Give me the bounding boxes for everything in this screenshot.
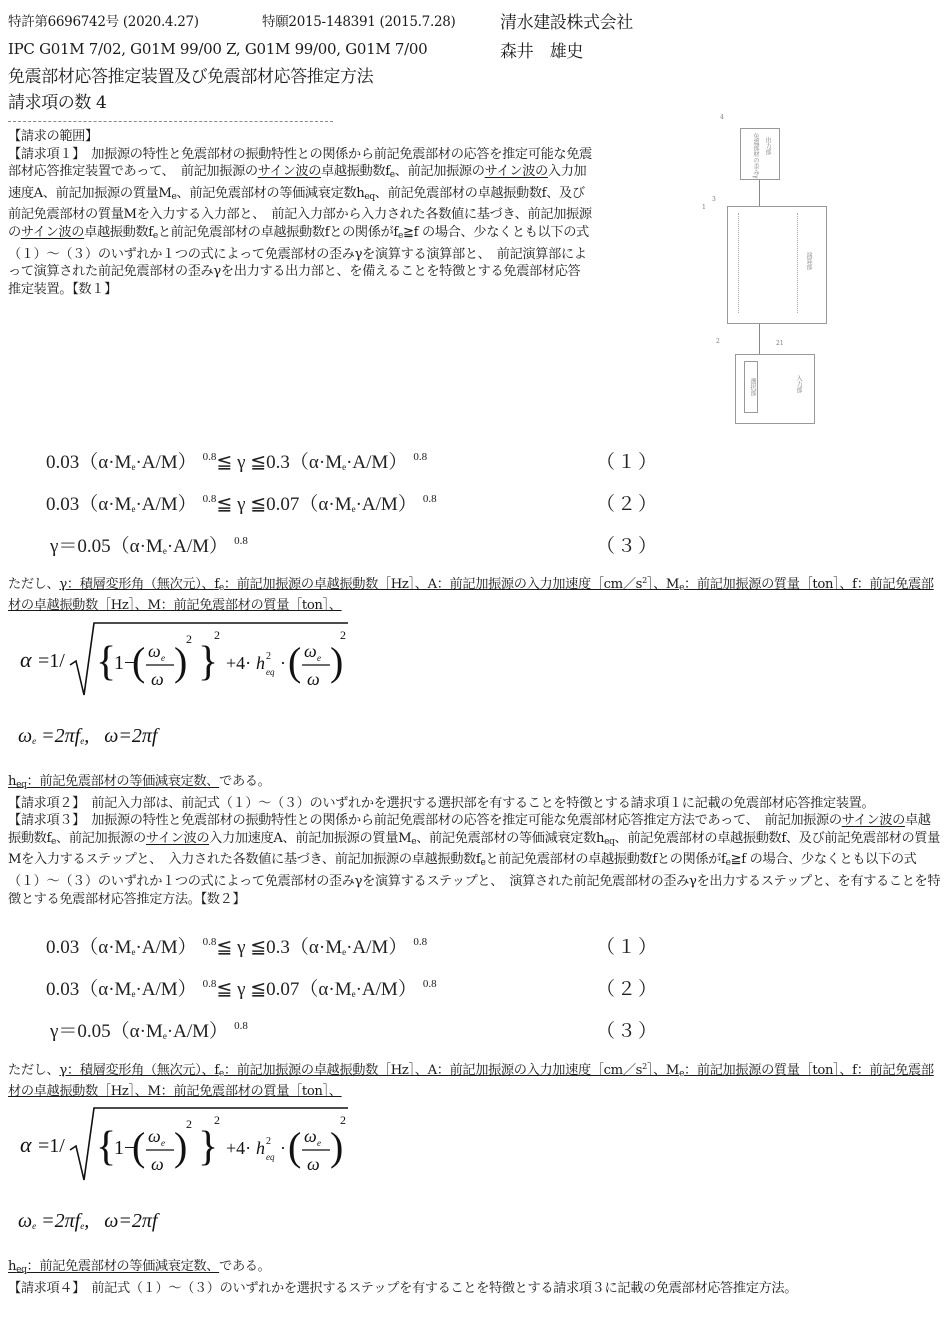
svg-text:=1/: =1/	[38, 1135, 65, 1157]
svg-text:2: 2	[214, 628, 220, 642]
svg-text:e: e	[161, 653, 165, 663]
svg-text:(: (	[288, 639, 302, 684]
svg-text:·: ·	[280, 653, 286, 673]
svg-text:1−: 1−	[114, 652, 136, 674]
svg-text:): )	[330, 1124, 344, 1169]
svg-text:+4·: +4·	[226, 653, 252, 673]
variable-definitions-1: ただし、γ：積層変形角（無次元）、$f_e$：前記加振源の卓越振動数［Hz］、A：前記加振源の入力加速度$[cm/s^2]$、$M_e$：前記加振源の質量［ton］、f：前記免震部材の卓越振動数［Hz］、M：前記免震部材の質量［ton］、	[8, 576, 934, 613]
svg-text:ω: ω	[151, 669, 164, 689]
svg-text:α: α	[20, 1132, 32, 1157]
input-unit-box: 入力部 選択部	[735, 354, 815, 424]
svg-text:ω: ω	[151, 1154, 164, 1174]
svg-text:(: (	[132, 639, 146, 684]
omega-formula-2: $\omega_e =2\pi f_e$, ω=2πf	[18, 1210, 158, 1232]
svg-text:h: h	[256, 653, 265, 673]
equation-3-repeat-number: （３）	[596, 1021, 660, 1042]
equation-2-repeat: $0.03(\alpha\cdot M_e\cdot A/M)$ $^{0.8}$≦ γ $≦0.07(\alpha\cdot M_e\cdot A/M)$ $^{0.8}$	[46, 978, 437, 1000]
svg-text:ω: ω	[304, 641, 317, 661]
select-unit-box: 選択部	[744, 361, 758, 413]
equation-2: $0.03(\alpha\cdot M_e\cdot A/M)$ $^{0.8}$≦ γ $≦0.07(\alpha\cdot M_e\cdot A/M)$ $^{0.8}$	[46, 493, 437, 515]
patent-number: 特許第6696742号 (2020.4.27)	[8, 14, 199, 30]
svg-text:(: (	[288, 1124, 302, 1169]
svg-text:e: e	[317, 653, 321, 663]
svg-text:2: 2	[186, 632, 192, 646]
alpha-formula-2	[18, 1100, 348, 1190]
equation-3-repeat: $\gamma=0.05(\alpha\cdot M_e\cdot A/M)$ $^{0.8}$	[50, 1020, 248, 1042]
svg-text:ω: ω	[307, 669, 320, 689]
svg-text:eq: eq	[266, 1152, 275, 1162]
omega-formula-1: $\omega_e =2\pi f_e$, ω=2πf	[18, 725, 158, 747]
svg-text:2: 2	[340, 1113, 346, 1127]
svg-text:2: 2	[186, 1117, 192, 1131]
svg-text:e: e	[161, 1138, 165, 1148]
equation-1-repeat: $0.03(\alpha\cdot M_e\cdot A/M)$ $^{0.8}$≦ γ $≦0.3(\alpha\cdot M_e\cdot A/M)$ $^{0.8}$	[46, 936, 428, 958]
svg-text:ω: ω	[148, 641, 161, 661]
svg-text:): )	[330, 639, 344, 684]
svg-text:e: e	[317, 1138, 321, 1148]
divider	[8, 121, 333, 122]
svg-text:{: {	[96, 1124, 117, 1170]
claim-1-text: 【請求項１】 加振源の特性と免震部材の振動特性との関係から前記免震部材の応答を推定可能な免震部材応答推定装置であって、 前記加振源のサイン波の卓越振動数$f_e$、前記加振源のサイン波の入力加速度A、前記加振源の質量$M_e$、前記免震部材の等価減衰定数$h_{eq}$、前記免震部材の卓越振動数f、及び前記免震部材の質量Mを入力する入力部と、 前記入力部から入力された各数値に基づき、前記加振源のサイン波の卓越振動数$f_e$と前記免震部材の卓越振動数fとの関係が$f_e≧f$ の場合、少なくとも以下の式（１）～（３）のいずれか１つの式によって免震部材の歪みγを演算する演算部と、 前記演算部によって演算された前記免震部材の歪みγを出力する出力部と、を備えることを特徴とする免震部材応答推定装置。【数１】	[8, 146, 592, 297]
patent-title: 免震部材応答推定装置及び免震部材応答推定方法	[8, 67, 374, 87]
svg-text:+4·: +4·	[226, 1138, 252, 1158]
svg-text:}: }	[198, 639, 219, 685]
claim-1-block	[8, 128, 593, 298]
svg-text:1−: 1−	[114, 1137, 136, 1159]
alpha-formula-1	[18, 615, 348, 705]
claim-2-text: 【請求項２】 前記入力部は、前記式（１）～（３）のいずれかを選択する選択部を有することを特徴とする請求項１に記載の免震部材応答推定装置。	[8, 795, 875, 811]
svg-text:eq: eq	[266, 667, 275, 677]
output-unit-box: 出力部 免震部材の歪みγ	[740, 128, 780, 180]
claim-3-text: 【請求項３】 加振源の特性と免震部材の振動特性との関係から前記免震部材の応答を推定可能な免震部材応答推定方法であって、 前記加振源のサイン波の卓越振動数$f_e$、前記加振源のサイン波の入力加速度A、前記加振源の質量$M_e$、前記免震部材の等価減衰定数$h_{eq}$、前記免震部材の卓越振動数f、及び前記免震部材の質量Mを入力するステップと、 入力された各数値に基づき、前記加振源の卓越振動数$f_e$と前記免震部材の卓越振動数fとの関係が$f_e≧f$ の場合、少なくとも以下の式（１）～（３）のいずれか１つの式によって免震部材の歪みγを演算するステップと、 演算された前記免震部材の歪みγを出力するステップと、を有することを特徴とする免震部材応答推定方法。【数２】	[8, 813, 941, 907]
equation-3-number: （３）	[596, 536, 660, 557]
variable-definitions-2: ただし、γ：積層変形角（無次元）、$f_e$：前記加振源の卓越振動数［Hz］、A：前記加振源の入力加速度$[cm/s^2]$、$M_e$：前記加振源の質量［ton］、f：前記免震部材の卓越振動数［Hz］、M：前記免震部材の質量［ton］、	[8, 1062, 934, 1099]
svg-text:2: 2	[340, 628, 346, 642]
svg-text:h: h	[256, 1138, 265, 1158]
svg-text:=1/: =1/	[38, 650, 65, 672]
claim-4-block	[8, 1258, 943, 1297]
claim-4-text: 【請求項４】 前記式（１）～（３）のいずれかを選択するステップを有することを特徴とする請求項３に記載の免震部材応答推定方法。	[8, 1280, 798, 1296]
equation-1-number: （１）	[596, 452, 660, 473]
application-number: 特願2015-148391 (2015.7.28)	[262, 14, 456, 30]
svg-text:{: {	[96, 639, 117, 685]
svg-text:): )	[174, 639, 188, 684]
svg-text:2: 2	[214, 1113, 220, 1127]
svg-text:2: 2	[266, 651, 271, 662]
equation-2-number: （２）	[596, 494, 660, 515]
svg-text:}: }	[198, 1124, 219, 1170]
claims-count: 請求項の数 4	[8, 93, 107, 113]
svg-text:(: (	[132, 1124, 146, 1169]
svg-text:ω: ω	[307, 1154, 320, 1174]
block-diagram-figure: 出力部 免震部材の歪みγ 演算部 入力部 選択部 4 1 3 2 21	[690, 108, 850, 428]
svg-text:ω: ω	[304, 1126, 317, 1146]
claims-heading: 【請求の範囲】	[8, 129, 98, 144]
applicant: 清水建設株式会社	[500, 13, 633, 33]
inventor: 森井 雄史	[500, 42, 583, 62]
equation-1-repeat-number: （１）	[596, 937, 660, 958]
svg-text:): )	[174, 1124, 188, 1169]
svg-text:α: α	[20, 647, 32, 672]
svg-text:ω: ω	[148, 1126, 161, 1146]
heq-note-1: $h_{eq}$：前記免震部材の等価減衰定数、である。	[8, 774, 271, 790]
heq-note-2: $h_{eq}$：前記免震部材の等価減衰定数、である。	[8, 1259, 271, 1275]
equation-2-repeat-number: （２）	[596, 979, 660, 1000]
svg-text:2: 2	[266, 1136, 271, 1147]
svg-text:·: ·	[280, 1138, 286, 1158]
equation-1: $0.03(\alpha\cdot M_e\cdot A/M)$ $^{0.8}$≦ γ $≦0.3(\alpha\cdot M_e\cdot A/M)$ $^{0.8}$	[46, 451, 428, 473]
equation-3: $\gamma=0.05(\alpha\cdot M_e\cdot A/M)$ $^{0.8}$	[50, 535, 248, 557]
ipc-codes: IPC G01M 7/02, G01M 99/00 Z, G01M 99/00, G01M 7/00	[8, 40, 428, 58]
calc-unit-box: 演算部	[727, 206, 827, 324]
claims-2-3-block	[8, 773, 943, 908]
